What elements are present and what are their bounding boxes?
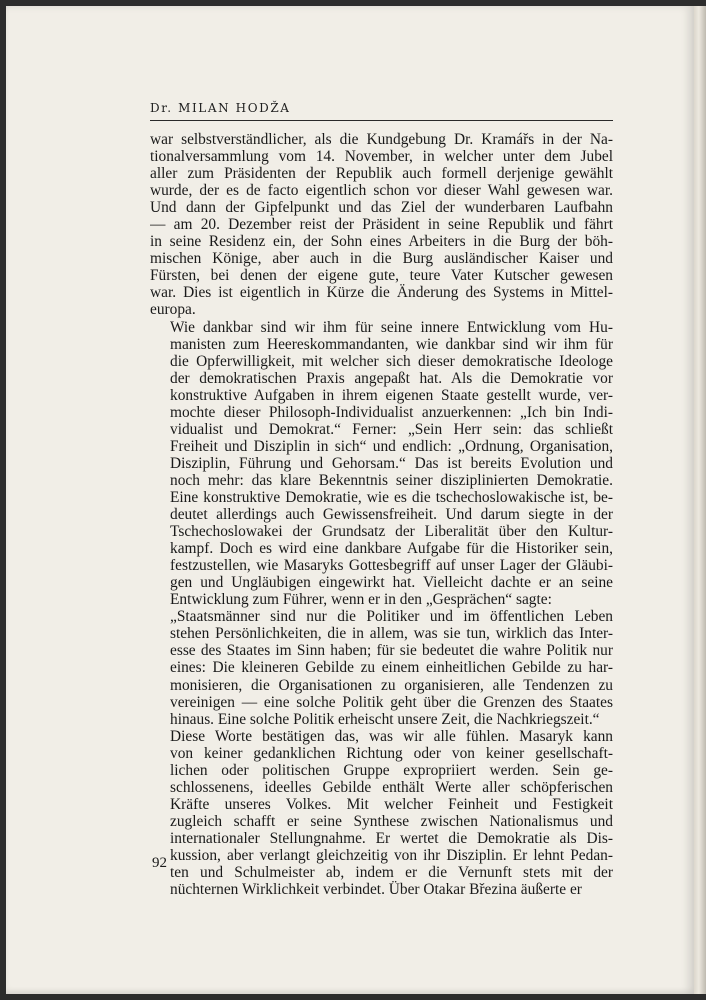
text-line: war. Dies ist eigentlich in Kürze die Änderung des Systems in Mittel-	[150, 284, 613, 302]
text-line: kampf. Doch es wird eine dankbare Aufgabe für die Historiker sein,	[170, 540, 613, 558]
text-line: deutet allerdings auch Gewissensfreiheit. Und darum siegte in der	[170, 506, 613, 524]
text-line: eines: Die kleineren Gebilde zu einem einheitlichen Gebilde zu har-	[170, 659, 613, 677]
text-line: mochte dieser Philosoph-Individualist anzuerkennen: „Ich bin Indi-	[170, 403, 613, 421]
text-line: der demokratischen Praxis angepaßt hat. Als die Demokratie vor	[170, 369, 613, 387]
paragraph	[150, 319, 613, 609]
text-line: kussion, aber verlangt gleichzeitig von ihr Disziplin. Er lehnt Pedan-	[170, 846, 613, 864]
text-line: nüchternen Wirklichkeit verbindet. Über Otakar Březina äußerte er	[170, 881, 582, 899]
text-line: Entwicklung zum Führer, wenn er in den „Gesprächen“ sagte:	[170, 591, 552, 609]
text-line: Disziplin, Führung und Gehorsam.“ Das ist bereits Evolution und	[170, 454, 613, 472]
text-line: aller zum Präsidenten der Republik auch formell derjenige gewählt	[150, 165, 613, 183]
text-line: in seine Residenz ein, der Sohn eines Arbeiters in die Burg der böh-	[150, 233, 613, 251]
page-number: 92	[152, 855, 167, 871]
paragraph	[150, 131, 613, 319]
text-line: noch mehr: das klare Bekenntnis seiner disziplinierten Demokratie.	[170, 471, 613, 489]
text-line: tionalversammlung vom 14. November, in welcher unter dem Jubel	[150, 148, 613, 166]
text-line: lichen oder politischen Gruppe expropriiert werden. Sein ge-	[170, 761, 613, 779]
text-line: von keiner gedanklichen Richtung oder von keiner gesellschaft-	[170, 744, 613, 762]
text-line: Eine konstruktive Demokratie, wie es die tschechoslowakische ist, be-	[170, 488, 613, 506]
text-line: vidualist und Demokrat.“ Ferner: „Sein Herr sein: das schließt	[170, 420, 613, 438]
text-line: gen und Ungläubigen eingewirkt hat. Vielleicht dachte er an seine	[170, 574, 613, 592]
text-line: zugleich schafft er seine Synthese zwischen Nationalismus und	[170, 812, 613, 830]
running-head: Dr. MILAN HODŽA	[150, 101, 291, 115]
text-line: Diese Worte bestätigen das, was wir alle fühlen. Masaryk kann	[170, 727, 613, 745]
text-line: festzustellen, wie Masaryks Gottesbegriff auf unser Lager der Gläubi-	[170, 557, 613, 575]
text-line: ten und Schulmeister ab, indem er die Vernunft stets mit der	[170, 864, 613, 882]
paragraph	[150, 728, 613, 898]
paragraph	[150, 608, 613, 727]
text-line: stehen Persönlichkeiten, die in allem, was sie tun, wirklich das Inter-	[170, 625, 613, 643]
text-line: war selbstverständlicher, als die Kundgebung Dr. Kramářs in der Na-	[150, 131, 613, 148]
text-line: wurde, der es de facto eigentlich schon vor dieser Wahl gewesen war.	[150, 182, 613, 200]
text-line: manisten zum Heereskommandanten, wie dankbar sind wir ihm für	[170, 335, 613, 353]
text-line: vereinigen — eine solche Politik geht über die Grenzen des Staates	[170, 693, 613, 711]
text-line: monisieren, die Organisationen zu organisieren, alle Tendenzen zu	[170, 676, 613, 694]
text-line: Wie dankbar sind wir ihm für seine innere Entwicklung vom Hu-	[170, 318, 613, 336]
text-line: — am 20. Dezember reist der Präsident in seine Republik und fährt	[150, 216, 613, 234]
page-edge	[694, 6, 706, 994]
text-line: die Opferwilligkeit, mit welcher sich dieser demokratische Ideologe	[170, 352, 613, 370]
header-rule	[150, 120, 613, 121]
text-line: konstruktive Aufgaben in ihrem eigenen Staate gestellt wurde, ver-	[170, 386, 613, 404]
text-line: hinaus. Eine solche Politik erheischt unsere Zeit, die Nachkriegszeit.“	[170, 710, 600, 728]
text-line: europa.	[150, 301, 196, 319]
text-line: mischen Könige, aber auch in die Burg ausländischer Kaiser und	[150, 250, 613, 268]
text-line: Fürsten, bei denen der eigene gute, teure Vater Kutscher gewesen	[150, 267, 613, 285]
text-line: Freiheit und Disziplin in sich“ und endlich: „Ordnung, Organisation,	[170, 437, 613, 455]
text-line: Und dann der Gipfelpunkt und das Ziel der wunderbaren Laufbahn	[150, 199, 613, 217]
text-line: Kräfte unseres Volkes. Mit welcher Feinheit und Festigkeit	[170, 795, 613, 813]
text-line: Tschechoslowakei der Grundsatz der Liberalität über den Kultur-	[170, 523, 613, 541]
text-line: internationaler Stellungnahme. Er wertet die Demokratie als Dis-	[170, 829, 613, 847]
text-line: schlossenens, ideelles Gebilde enthält Werte aller schöpferischen	[170, 778, 613, 796]
body-text	[150, 131, 613, 898]
text-line: esse des Staates im Sinn haben; für sie bedeutet die wahre Politik nur	[170, 642, 613, 660]
text-line: „Staatsmänner sind nur die Politiker und im öffentlichen Leben	[170, 608, 613, 626]
